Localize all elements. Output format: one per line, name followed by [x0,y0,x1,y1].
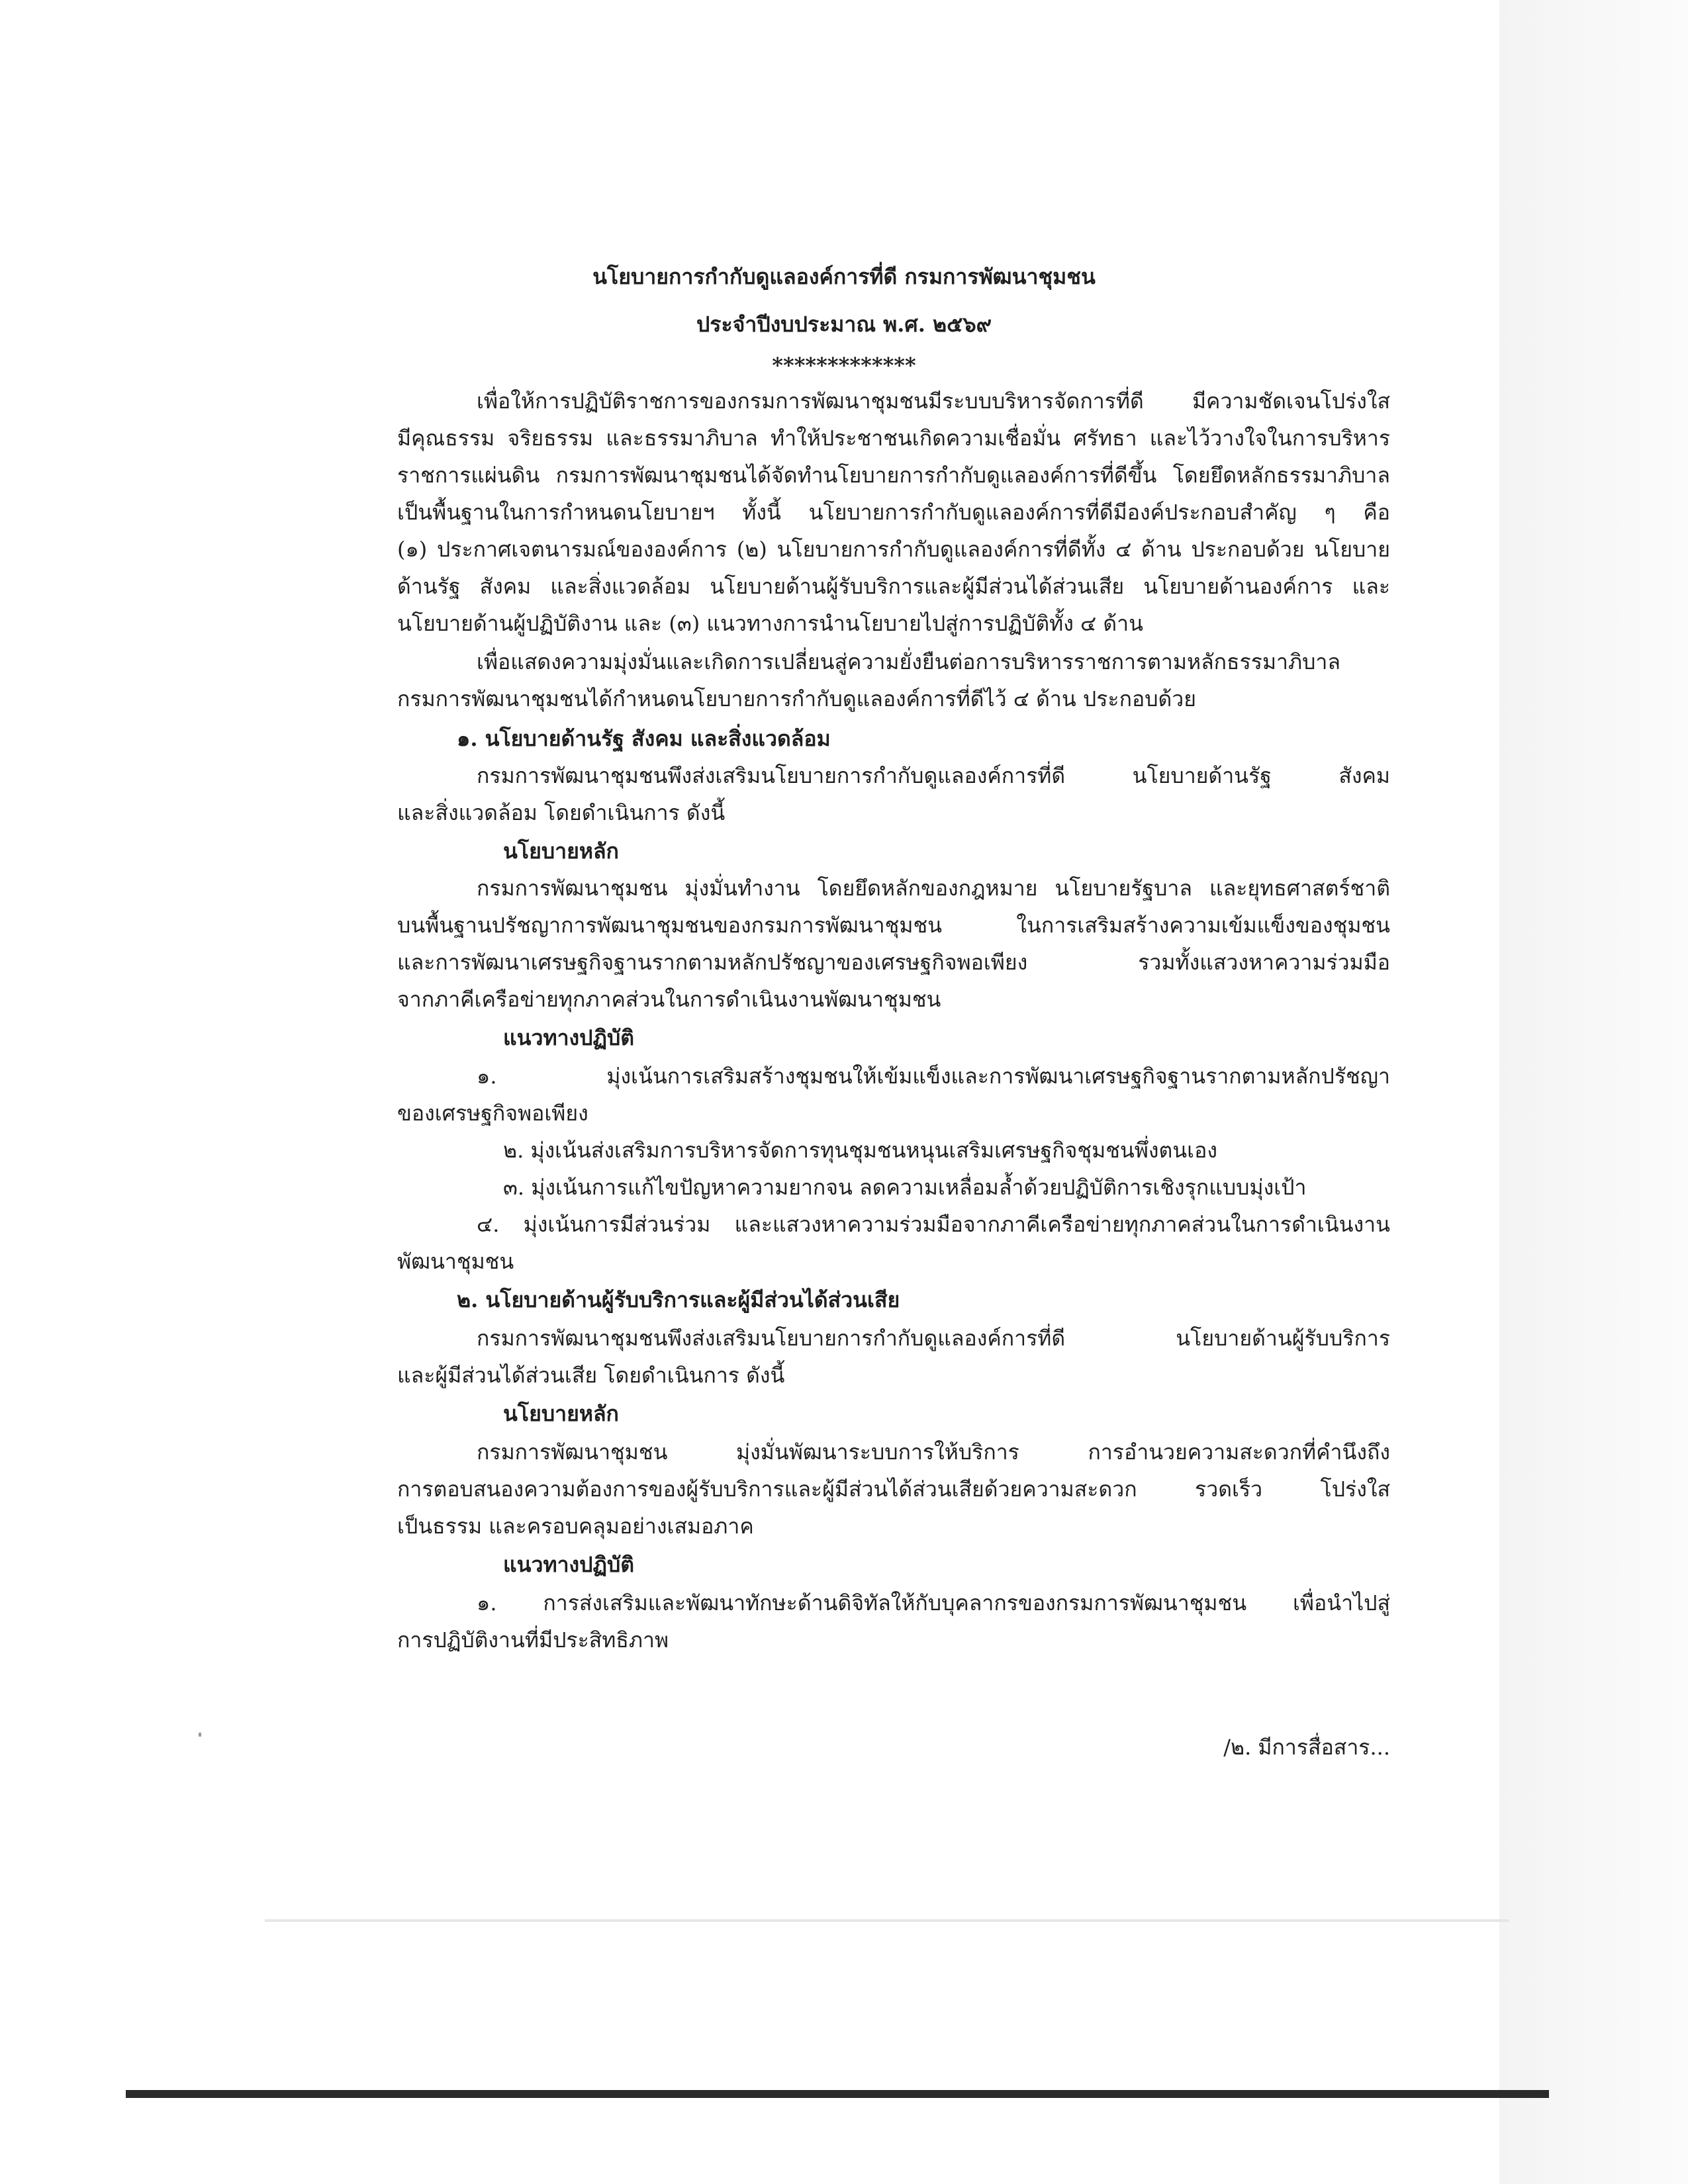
section2-main-line2: การตอบสนองความต้องการของผู้รับบริการและผู้มีส่วนได้ส่วนเสียด้วยความสะดวก รวดเร็ว โปร่งใส [397,1477,1390,1502]
section1-main-line1: กรมการพัฒนาชุมชน มุ่งมั่นทำงาน โดยยึดหลักของกฎหมาย นโยบายรัฐบาล และยุทธศาสตร์ชาติ [477,876,1390,901]
section1-intro-line1: กรมการพัฒนาชุมชนพึงส่งเสริมนโยบายการกำกับดูแลองค์การที่ดี นโยบายด้านรัฐ สังคม [477,763,1390,788]
section1-main-line2: บนพื้นฐานปรัชญาการพัฒนาชุมชนของกรมการพัฒนาชุมชน ในการเสริมสร้างความเข้มแข็งของชุมชน [397,913,1390,938]
document-title-line2: ประจำปีงบประมาณ พ.ศ. ๒๕๖๙ [696,312,992,337]
section2-main-policy-heading: นโยบายหลัก [503,1401,619,1426]
section1-main-policy-heading: นโยบายหลัก [503,839,619,864]
intro-p1-line2: มีคุณธรรม จริยธรรม และธรรมาภิบาล ทำให้ประชาชนเกิดความเชื่อมั่น ศรัทธา และไว้วางใจในการบริหาร [397,426,1390,451]
intro-p1-line3: ราชการแผ่นดิน กรมการพัฒนาชุมชนได้จัดทำนโยบายการกำกับดูแลองค์การที่ดีขึ้น โดยยึดหลักธรรมาภิบาล [397,463,1390,488]
section2-item1-line2: การปฏิบัติงานที่มีประสิทธิภาพ [397,1627,669,1653]
page-continuation: /๒. มีการสื่อสาร... [1223,1735,1390,1760]
section1-item1-line1: ๑. มุ่งเน้นการเสริมสร้างชุมชนให้เข้มแข็งและการพัฒนาเศรษฐกิจฐานรากตามหลักปรัชญา [477,1064,1390,1089]
section1-intro-line2: และสิ่งแวดล้อม โดยดำเนินการ ดังนี้ [397,800,726,825]
title-separator: ************* [772,353,916,378]
section1-item4-line1: ๔. มุ่งเน้นการมีส่วนร่วม และแสวงหาความร่วมมือจากภาคีเครือข่ายทุกภาคส่วนในการดำเนินงาน [477,1212,1390,1237]
section2-intro-line1: กรมการพัฒนาชุมชนพึงส่งเสริมนโยบายการกำกับดูแลองค์การที่ดี นโยบายด้านผู้รับบริการ [477,1326,1390,1351]
section1-item3: ๓. มุ่งเน้นการแก้ไขปัญหาความยากจน ลดความเหลื่อมล้ำด้วยปฏิบัติการเชิงรุกแบบมุ่งเป้า [503,1175,1307,1200]
intro-p1-line4: เป็นพื้นฐานในการกำหนดนโยบายฯ ทั้งนี้ นโยบายการกำกับดูแลองค์การที่ดีมีองค์ประกอบสำคัญ ๆ คือ [397,500,1390,525]
section2-main-line3: เป็นธรรม และครอบคลุมอย่างเสมอภาค [397,1514,754,1539]
section2-practice-heading: แนวทางปฏิบัติ [503,1552,635,1577]
section1-item2: ๒. มุ่งเน้นส่งเสริมการบริหารจัดการทุนชุมชนหนุนเสริมเศรษฐกิจชุมชนพึ่งตนเอง [503,1138,1217,1163]
section2-main-line1: กรมการพัฒนาชุมชน มุ่งมั่นพัฒนาระบบการให้บริการ การอำนวยความสะดวกที่คำนึงถึง [477,1439,1390,1465]
section1-item4-line2: พัฒนาชุมชน [397,1249,514,1274]
section2-item1-line1: ๑. การส่งเสริมและพัฒนาทักษะด้านดิจิทัลให้กับบุคลากรของกรมการพัฒนาชุมชน เพื่อนำไปสู่ [477,1590,1390,1615]
intro-p1-line6: ด้านรัฐ สังคม และสิ่งแวดล้อม นโยบายด้านผู้รับบริการและผู้มีส่วนได้ส่วนเสีย นโยบายด้านองค์การ และ [397,574,1390,599]
section1-heading: ๑. นโยบายด้านรัฐ สังคม และสิ่งแวดล้อม [457,726,831,751]
section1-main-line3: และการพัฒนาเศรษฐกิจฐานรากตามหลักปรัชญาของเศรษฐกิจพอเพียง รวมทั้งแสวงหาความร่วมมือ [397,950,1390,975]
section2-heading: ๒. นโยบายด้านผู้รับบริการและผู้มีส่วนได้ส่วนเสีย [457,1287,900,1312]
intro-p1-line7: นโยบายด้านผู้ปฏิบัติงาน และ (๓) แนวทางการนำนโยบายไปสู่การปฏิบัติทั้ง ๔ ด้าน [397,611,1143,636]
document-title-line1: นโยบายการกำกับดูแลองค์การที่ดี กรมการพัฒนาชุมชน [592,264,1096,289]
section2-intro-line2: และผู้มีส่วนได้ส่วนเสีย โดยดำเนินการ ดังนี้ [397,1363,785,1388]
intro-p2-line1: เพื่อแสดงความมุ่งมั่นและเกิดการเปลี่ยนสู่ความยั่งยืนต่อการบริหารราชการตามหลักธรรมาภิบาล [477,649,1340,674]
intro-p1-line5: (๑) ประกาศเจตนารมณ์ขององค์การ (๒) นโยบายการกำกับดูแลองค์การที่ดีทั้ง ๔ ด้าน ประกอบด้วย นโยบาย [397,537,1390,562]
section1-main-line4: จากภาคีเครือข่ายทุกภาคส่วนในการดำเนินงานพัฒนาชุมชน [397,987,941,1012]
intro-p1-line1: เพื่อให้การปฏิบัติราชการของกรมการพัฒนาชุมชนมีระบบบริหารจัดการที่ดี มีความชัดเจนโปร่งใส [477,388,1390,414]
intro-p2-line2: กรมการพัฒนาชุมชนได้กำหนดนโยบายการกำกับดูแลองค์การที่ดีไว้ ๔ ด้าน ประกอบด้วย [397,686,1196,711]
section1-practice-heading: แนวทางปฏิบัติ [503,1025,635,1050]
section1-item1-line2: ของเศรษฐกิจพอเพียง [397,1101,588,1126]
